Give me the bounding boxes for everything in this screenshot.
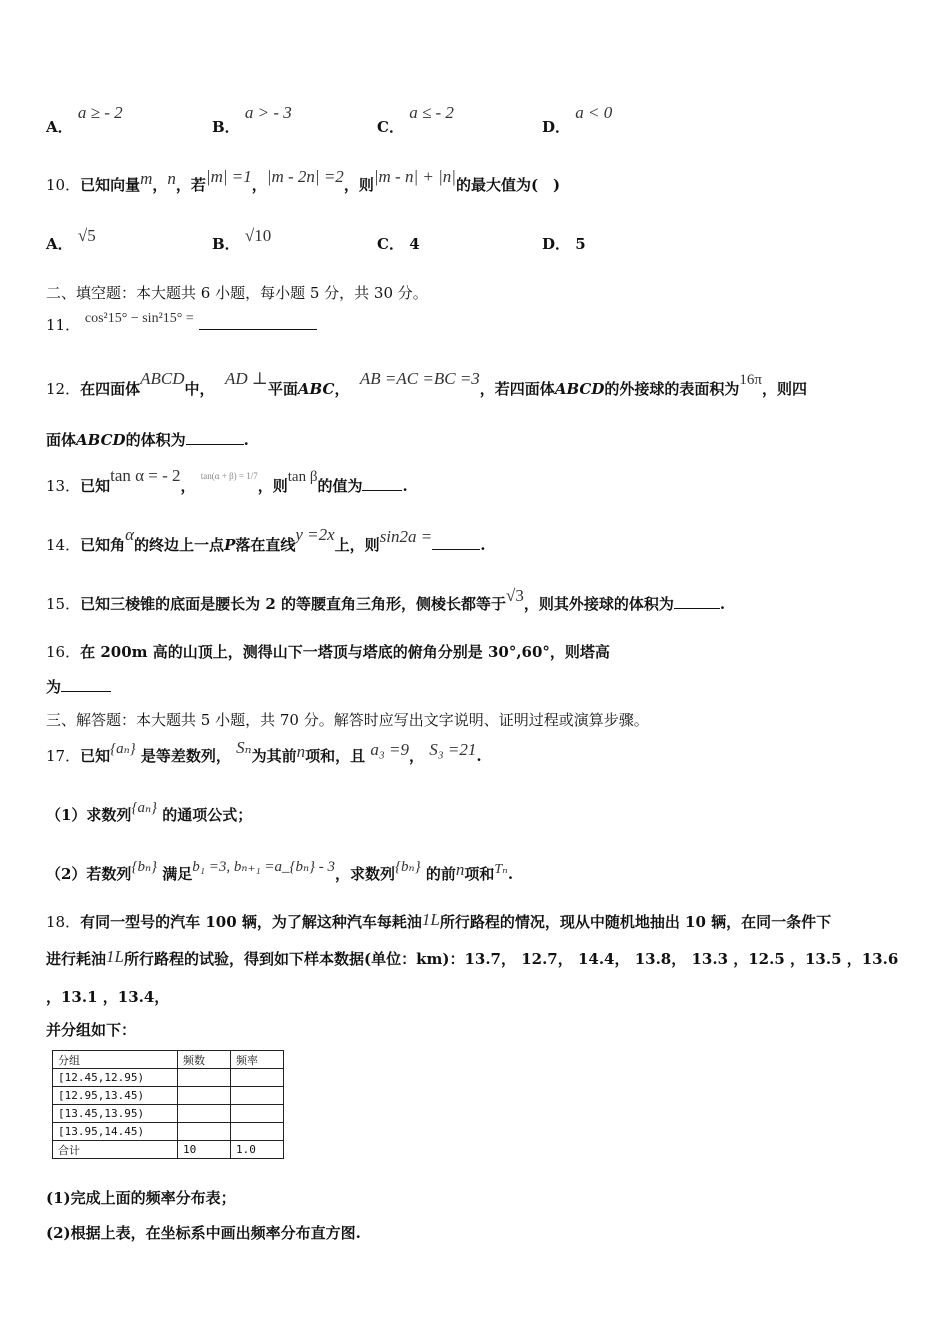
question-18-part1: (1)完成上面的频率分布表； [46, 1189, 236, 1207]
table-header-cell: 分组 [53, 1051, 178, 1069]
q10-option-a: A． √5 [46, 226, 96, 253]
q16-answer-blank[interactable] [61, 690, 111, 692]
q9-option-a-expr: a ≥ - 2 [77, 103, 123, 122]
q11-answer-blank[interactable] [199, 328, 317, 330]
question-18-line1: 18．有同一型号的汽车 100 辆，为了解这种汽车每耗油1L所行路程的情况，现从中随机地抽出 10 辆，在同一条件下 [46, 910, 832, 931]
q9-option-c: C． a ≤ - 2 [377, 103, 454, 136]
question-10: 10．已知向量m，n，若|m| =1，|m - 2n| =2，则|m - n| + |n|的最大值为( ) [46, 167, 561, 194]
question-16-line2: 为 [46, 676, 111, 697]
q12-answer-blank[interactable] [186, 443, 244, 445]
question-11: 11． cos²15° − sin²15° = [46, 314, 317, 335]
table-cell[interactable] [178, 1069, 231, 1087]
table-header-cell: 频率 [231, 1051, 284, 1069]
question-12-line2: 面体ABCD的体积为 . [46, 431, 249, 449]
q14-answer-blank[interactable] [432, 548, 480, 550]
table-row [53, 1105, 284, 1123]
table-cell[interactable] [178, 1105, 231, 1123]
table-cell[interactable] [231, 1123, 284, 1141]
section-2-heading: 二、填空题：本大题共 6 小题，每小题 5 分，共 30 分。 [46, 284, 428, 302]
table-cell: 10 [178, 1141, 231, 1159]
question-18-line3: ，13.1 ，13.4， [46, 988, 170, 1006]
table-cell[interactable] [231, 1105, 284, 1123]
frequency-table [52, 1050, 284, 1159]
question-12: 12．在四面体ABCD中， AD ⊥平面ABC， AB =AC =BC =3，若四面体ABCD的外接球的表面积为16π，则四 [46, 369, 807, 398]
question-17: 17．已知{aₙ} 是等差数列， Sₙ为其前n项和，且 a₃ =9， S₃ =21. [46, 738, 482, 765]
q10-option-d: D． 5 [542, 235, 586, 253]
table-header-cell: 频数 [178, 1051, 231, 1069]
question-17-part2: （2）若数列{bₙ} 满足b₁ =3, bₙ₊₁ =a_{bₙ} - 3，求数列{bₙ} 的前n项和Tₙ. [46, 859, 514, 883]
q9-option-c-expr: a ≤ - 2 [409, 103, 454, 122]
q10-option-c: C． 4 [377, 235, 420, 253]
q9-option-b-expr: a > - 3 [244, 103, 292, 122]
q10-option-b: B． √10 [212, 226, 272, 253]
q13-answer-blank[interactable] [362, 489, 402, 491]
table-cell: [13.45,13.95) [53, 1105, 178, 1123]
table-cell[interactable] [231, 1069, 284, 1087]
table-cell: [12.45,12.95) [53, 1069, 178, 1087]
q9-option-d-expr: a < 0 [575, 103, 613, 122]
table-cell: [12.95,13.45) [53, 1087, 178, 1105]
table-cell[interactable] [178, 1123, 231, 1141]
question-16: 16．在 200m 高的山顶上，测得山下一塔顶与塔底的俯角分别是 30°,60°，则塔高 [46, 643, 610, 661]
question-15: 15．已知三棱锥的底面是腰长为 2 的等腰直角三角形，侧棱长都等于√3，则其外接球的体积为 . [46, 586, 726, 613]
q9-option-d: D． a < 0 [542, 103, 613, 136]
table-header-row [53, 1051, 284, 1069]
table-cell[interactable] [178, 1087, 231, 1105]
q9-option-a: A． a ≥ - 2 [46, 103, 123, 136]
table-total-row [53, 1141, 284, 1159]
question-18-line4: 并分组如下： [46, 1021, 137, 1039]
question-13: 13．已知tan α = - 2， $^{tan(\alpha + \beta) = 1/7}$，则tan β的值为 . [46, 466, 408, 495]
table-cell[interactable] [231, 1087, 284, 1105]
table-cell: 1.0 [231, 1141, 284, 1159]
question-14: 14．已知角α的终边上一点P落在直线y =2x上，则sin2a = . [46, 525, 486, 554]
section-3-heading: 三、解答题：本大题共 5 小题，共 70 分。解答时应写出文字说明、证明过程或演算步骤。 [46, 711, 649, 729]
table-row [53, 1087, 284, 1105]
q15-answer-blank[interactable] [674, 607, 720, 609]
question-17-part1: （1）求数列{aₙ} 的通项公式； [46, 800, 253, 824]
table-cell: [13.95,14.45) [53, 1123, 178, 1141]
question-18-part2: (2)根据上表，在坐标系中画出频率分布直方图. [46, 1224, 361, 1242]
question-18-line2: 进行耗油1L所行路程的试验，得到如下样本数据(单位：km)：13.7， 12.7， 14.4， 13.8， 13.3 ，12.5 ，13.5 ，13.6 [46, 947, 899, 968]
table-cell: 合计 [53, 1141, 178, 1159]
q9-option-b: B． a > - 3 [212, 103, 292, 136]
table-row [53, 1069, 284, 1087]
table-row [53, 1123, 284, 1141]
